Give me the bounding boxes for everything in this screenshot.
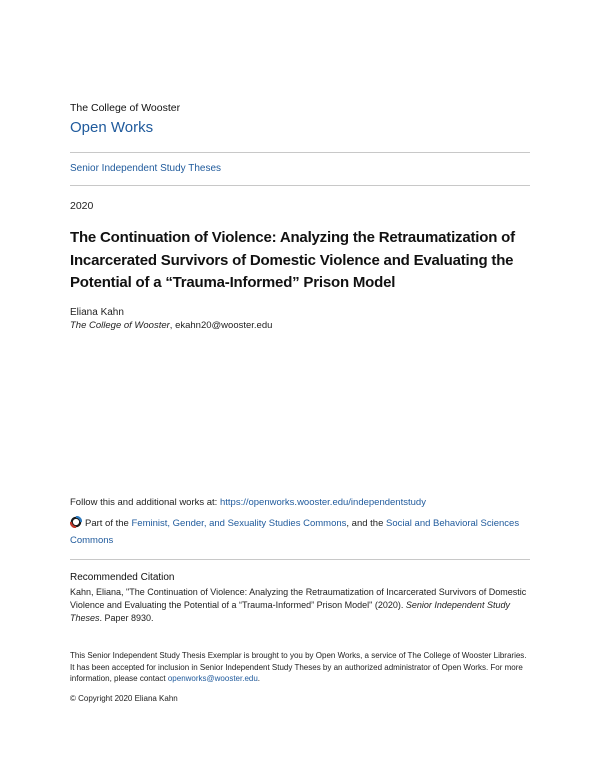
repository-link[interactable]: Open Works [70, 119, 154, 136]
citation-series: Senior Independent Study Theses [70, 600, 510, 623]
author-email: , ekahn20@wooster.edu [169, 320, 273, 331]
citation-suffix: . Paper 8930. [99, 613, 154, 623]
publication-year: 2020 [70, 200, 94, 212]
series-link[interactable]: Senior Independent Study Theses [70, 163, 222, 174]
follow-line [70, 497, 426, 508]
author-name: Eliana Kahn [70, 307, 124, 318]
divider [70, 559, 530, 560]
part-of-prefix: Part of the [85, 518, 132, 529]
part-of-middle: , and the [346, 518, 387, 529]
network-commons-icon [70, 516, 82, 528]
copyright: © Copyright 2020 Eliana Kahn [70, 694, 178, 703]
commons-link-feminist[interactable]: Feminist, Gender, and Sexuality Studies Commons [131, 518, 347, 529]
thesis-title: The Continuation of Violence: Analyzing the Retraumatization of Incarcerated Survivors of Domestic Violence and Evaluating the Potential of a “Trauma-Informed” Prison Model [70, 229, 515, 291]
follow-url-link[interactable]: https://openworks.wooster.edu/independentstudy [219, 497, 426, 508]
citation-heading: Recommended Citation [70, 572, 175, 583]
commons-link-social[interactable]: Social and Behavioral Sciences Commons [70, 518, 520, 546]
notice-end: . [257, 674, 261, 683]
citation-text [70, 586, 530, 625]
author-affiliation [70, 320, 272, 331]
notice-text [70, 650, 530, 685]
divider [70, 185, 530, 186]
notice-body: This Senior Independent Study Thesis Exemplar is brought to you by Open Works, a service of The College of Wooster Libraries. It has been accepted for inclusion in Senior Independent Study Theses by an authorized administrator of Open Works. For more information, please contact [70, 651, 527, 683]
follow-text: Follow this and additional works at: [70, 497, 220, 508]
contact-email-link[interactable]: openworks@wooster.edu [167, 674, 258, 683]
divider [70, 152, 530, 153]
part-of-line [70, 515, 530, 549]
institution-name: The College of Wooster [70, 102, 181, 114]
citation-body: Kahn, Eliana, "The Continuation of Violence: Analyzing the Retraumatization of Incarcerated Survivors of Domestic Violence and Evaluating the Potential of a “Trauma-Informed” Prison Model" (2020). [70, 587, 527, 610]
affiliation-name: The College of Wooster [70, 320, 170, 331]
